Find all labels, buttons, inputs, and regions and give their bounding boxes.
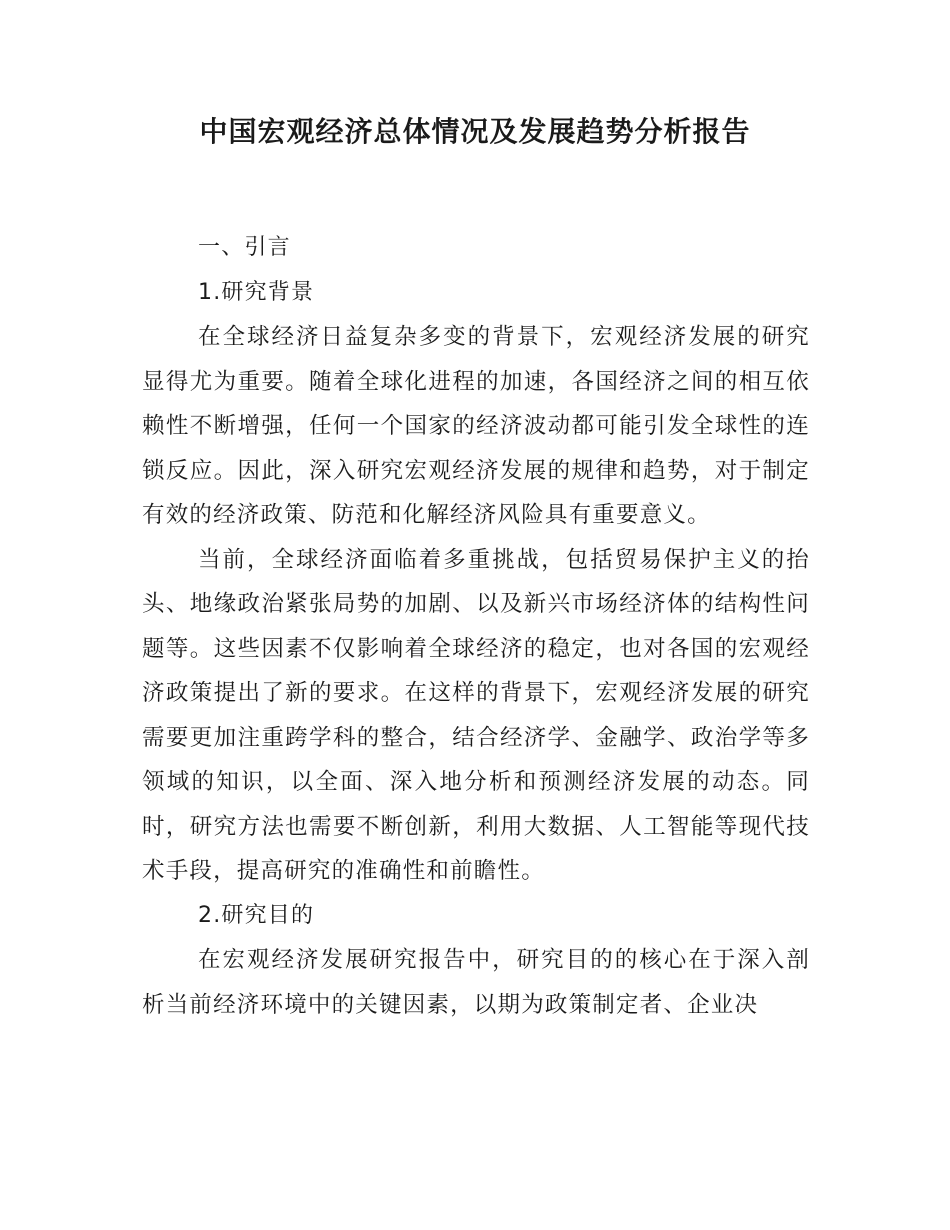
subsection-heading-research-background: 1.研究背景 (198, 279, 315, 305)
subsection-heading-research-purpose: 2.研究目的 (198, 902, 315, 928)
paragraph-background-1: 在全球经济日益复杂多变的背景下，宏观经济发展的研究显得尤为重要。随着全球化进程的加速，各国经济之间的相互依赖性不断增强，任何一个国家的经济波动都可能引发全球性的连锁反应。因此，深入研究宏观经济发展的规律和趋势，对于制定有效的经济政策、防范和化解经济风险具有重要意义。 (142, 324, 810, 528)
paragraph-purpose-1: 在宏观经济发展研究报告中，研究目的的核心在于深入剖析当前经济环境中的关键因素，以期为政策制定者、企业决 (142, 947, 810, 1018)
section-heading-introduction: 一、引言 (198, 235, 291, 260)
document-body (142, 226, 810, 1027)
paragraph-background-2: 当前，全球经济面临着多重挑战，包括贸易保护主义的抬头、地缘政治紧张局势的加剧、以及新兴市场经济体的结构性问题等。这些因素不仅影响着全球经济的稳定，也对各国的宏观经济政策提出了新的要求。在这样的背景下，宏观经济发展的研究需要更加注重跨学科的整合，结合经济学、金融学、政治学等多领域的知识，以全面、深入地分析和预测经济发展的动态。同时，研究方法也需要不断创新，利用大数据、人工智能等现代技术手段，提高研究的准确性和前瞻性。 (142, 546, 810, 884)
document-title: 中国宏观经济总体情况及发展趋势分析报告 (199, 115, 751, 148)
